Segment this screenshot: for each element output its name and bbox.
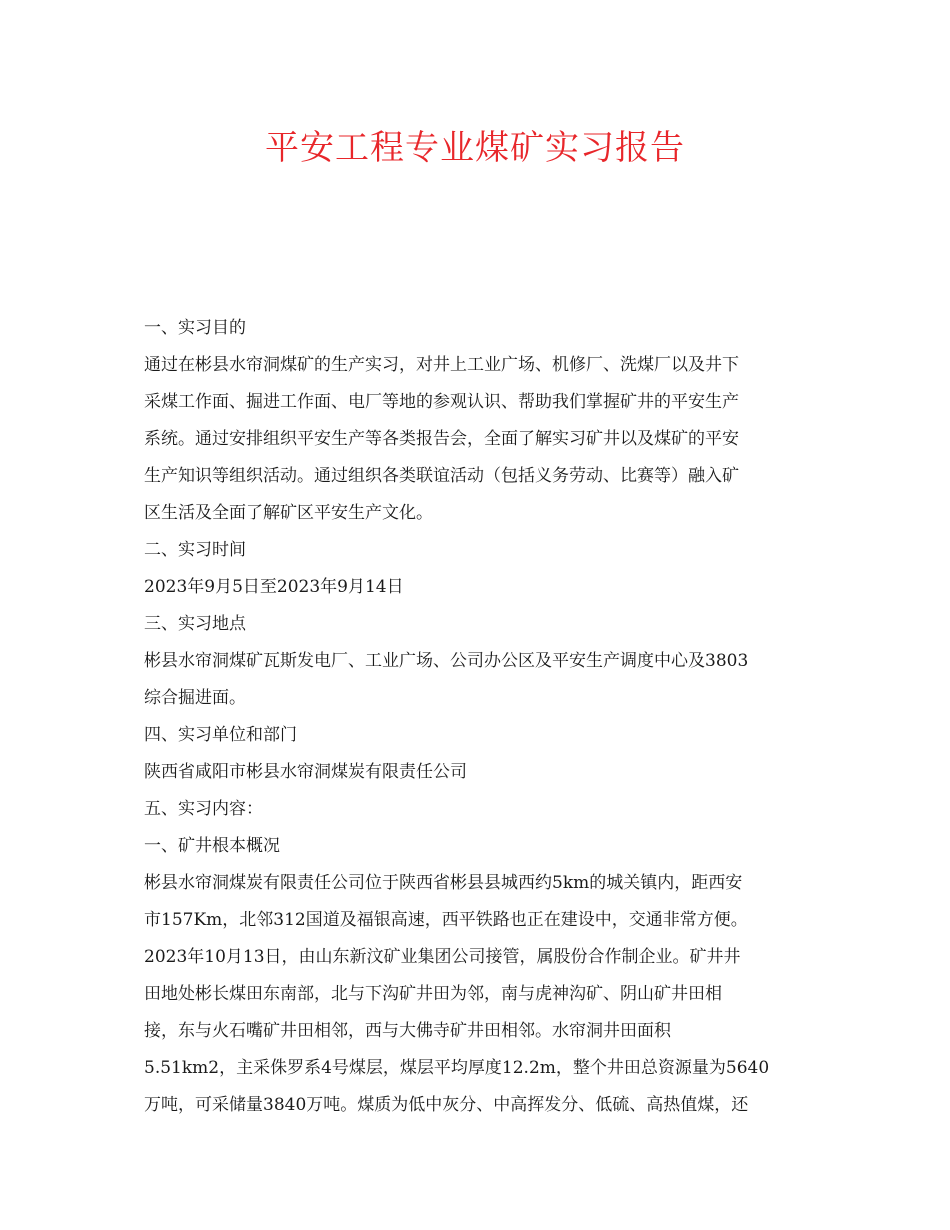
paragraph-line: 系统。通过安排组织平安生产等各类报告会，全面了解实习矿井以及煤矿的平安: [144, 429, 739, 449]
paragraph-line: 接，东与火石嘴矿井田相邻，西与大佛寺矿井田相邻。水帘洞井田面积: [144, 1021, 671, 1041]
paragraph-line: 陕西省咸阳市彬县水帘洞煤炭有限责任公司: [144, 762, 467, 782]
section-heading-content: 五、实习内容：: [144, 799, 263, 819]
section-heading-overview: 一、矿井根本概况: [144, 836, 280, 856]
paragraph-line: 市157Km，北邻312国道及福银高速，西平铁路也正在建设中，交通非常方便。: [144, 910, 748, 930]
paragraph-line: 2023年9月5日至2023年9月14日: [144, 577, 404, 597]
paragraph-line: 万吨，可采储量3840万吨。煤质为低中灰分、中高挥发分、低硫、高热值煤，还: [144, 1095, 749, 1115]
section-heading-location: 三、实习地点: [144, 614, 246, 634]
section-heading-time: 二、实习时间: [144, 540, 246, 560]
section-heading-purpose: 一、实习目的: [144, 318, 246, 338]
paragraph-line: 彬县水帘洞煤炭有限责任公司位于陕西省彬县县城西约5km的城关镇内，距西安: [144, 873, 743, 893]
document-body: [144, 310, 804, 1124]
paragraph-line: 5.51km2，主采侏罗系4号煤层，煤层平均厚度12.2m，整个井田总资源量为5640: [144, 1058, 770, 1078]
paragraph-line: 综合掘进面。: [144, 688, 246, 708]
paragraph-line: 区生活及全面了解矿区平安生产文化。: [144, 503, 433, 523]
document-title: 平安工程专业煤矿实习报告: [265, 128, 685, 168]
paragraph-line: 田地处彬长煤田东南部，北与下沟矿井田为邻，南与虎神沟矿、阴山矿井田相: [144, 984, 722, 1004]
paragraph-line: 采煤工作面、掘进工作面、电厂等地的参观认识、帮助我们掌握矿井的平安生产: [144, 392, 739, 412]
paragraph-line: 2023年10月13日，由山东新汶矿业集团公司接管，属股份合作制企业。矿井井: [144, 947, 741, 967]
paragraph-line: 通过在彬县水帘洞煤矿的生产实习，对井上工业广场、机修厂、洗煤厂以及井下: [144, 355, 739, 375]
paragraph-line: 生产知识等组织活动。通过组织各类联谊活动（包括义务劳动、比赛等）融入矿: [144, 466, 739, 486]
paragraph-line: 彬县水帘洞煤矿瓦斯发电厂、工业广场、公司办公区及平安生产调度中心及3803: [144, 651, 749, 671]
section-heading-unit: 四、实习单位和部门: [144, 725, 297, 745]
